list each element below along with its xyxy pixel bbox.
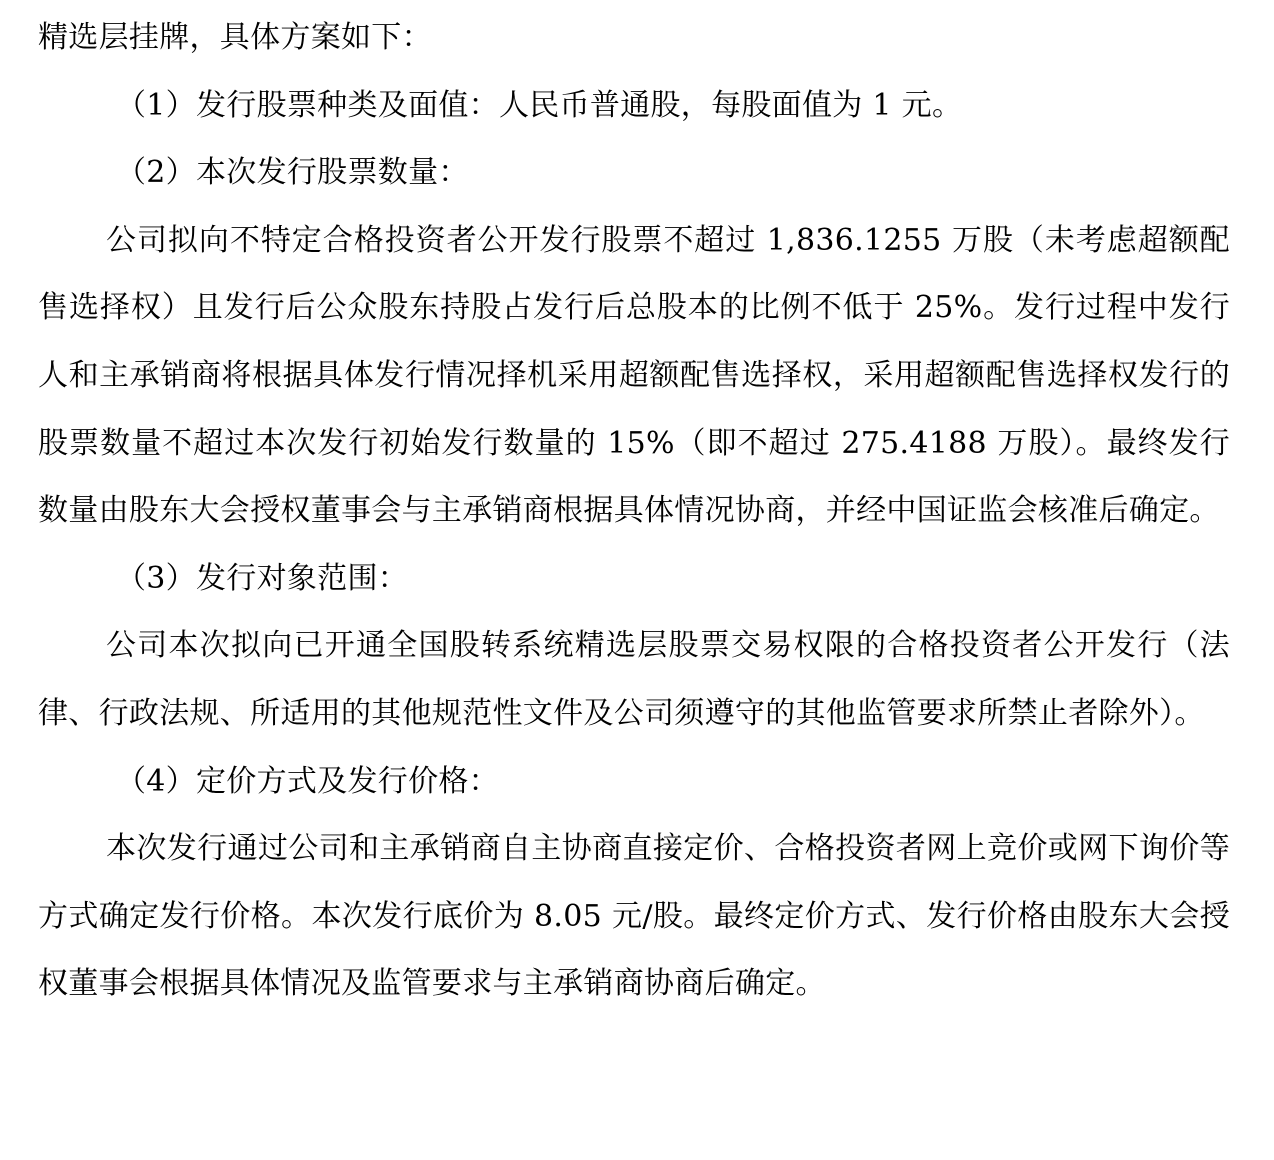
item-1-share-type: （1）发行股票种类及面值：人民币普通股，每股面值为 1 元。 (116, 87, 963, 123)
paragraph-share-quantity: 公司拟向不特定合格投资者公开发行股票不超过 1,836.1255 万股（未考虑超额配售选择权）且发行后公众股东持股占发行后总股本的比例不低于 25%。发行过程中发行人和主承销商将根据具体发行情况择机采用超额配售选择权，采用超额配售选择权发行的股票数量不超过本次发行初始发行数量的 15%（即不超过 275.4188 万股）。最终发行数量由股东大会授权董事会与主承销商根据具体情况协商，并经中国证监会核准后确定。 (38, 222, 1230, 529)
paragraph-pricing: 本次发行通过公司和主承销商自主协商直接定价、合格投资者网上竞价或网下询价等方式确定发行价格。本次发行底价为 8.05 元/股。最终定价方式、发行价格由股东大会授权董事会根据具体情况及监管要求与主承销商协商后确定。 (38, 831, 1230, 1002)
paragraph-issue-target: 公司本次拟向已开通全国股转系统精选层股票交易权限的合格投资者公开发行（法律、行政法规、所适用的其他规范性文件及公司须遵守的其他监管要求所禁止者除外）。 (38, 628, 1230, 731)
item-3-issue-target: （3）发行对象范围： (116, 560, 409, 596)
paragraph-continuation: 精选层挂牌，具体方案如下： (38, 20, 432, 55)
item-2-share-quantity: （2）本次发行股票数量： (116, 155, 469, 191)
item-4-pricing: （4）定价方式及发行价格： (116, 763, 499, 799)
document-page (38, 0, 1230, 1018)
